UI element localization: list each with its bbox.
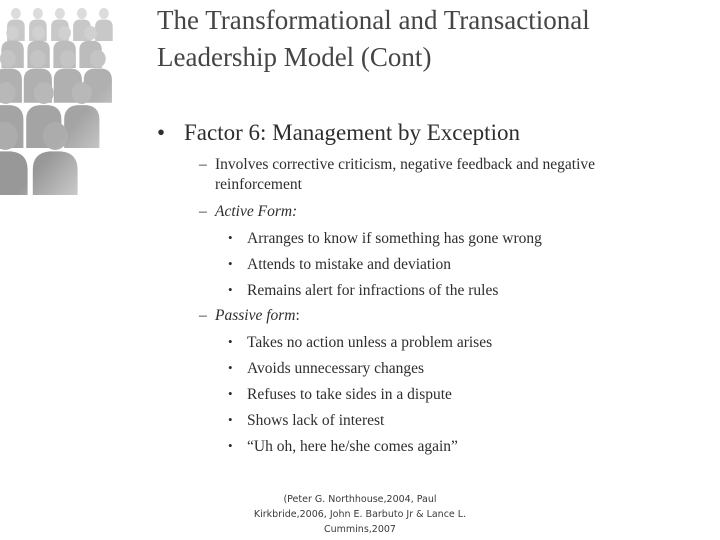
citation-line-3: Cummins,2007 [324,524,396,535]
citation-line-1: (Peter G. Northhouse,2004, Paul [283,494,437,505]
passive-form-colon: : [295,307,300,324]
active-item-text: Remains alert for infractions of the rules [247,282,499,299]
slide-title [157,2,712,76]
passive-list-item [228,384,452,405]
active-list-item [228,280,498,301]
sub-bullet-icon: • [228,438,233,453]
active-item-text: Attends to mistake and deviation [247,256,452,273]
dash-icon: – [199,307,207,324]
factor-bullet-item [157,118,520,148]
active-item-text: Arranges to know if something has gone wrong [247,230,542,247]
passive-form-label: Passive form [215,307,296,324]
passive-item-text: Refuses to take sides in a dispute [247,386,452,403]
sub-bullet-icon: • [228,360,233,375]
sub-bullet-icon: • [228,334,233,349]
sub-bullet-icon: • [228,282,233,297]
corrective-item [199,155,679,195]
dash-icon: – [199,156,207,173]
dash-icon: – [199,203,207,220]
title-line-1: The Transformational and Transactional [157,5,590,35]
sub-bullet-icon: • [228,412,233,427]
passive-list-item [228,332,492,353]
passive-item-text: Avoids unnecessary changes [247,360,425,377]
corrective-text: Involves corrective criticism, negative feedback and negative reinforcement [215,156,596,193]
factor-heading: Factor 6: Management by Exception [184,120,520,145]
crowd-of-people-image [0,0,160,195]
passive-list-item [228,410,384,431]
active-list-item [228,228,542,249]
passive-list-item [228,358,424,379]
bullet-icon: • [157,120,166,145]
passive-item-text: “Uh oh, here he/she comes again” [247,438,458,455]
passive-item-text: Shows lack of interest [247,412,385,429]
passive-form-item [199,306,679,326]
citation-line-2: Kirkbride,2006, John E. Barbuto Jr & Lance L. [253,509,467,520]
sub-bullet-icon: • [228,386,233,401]
sub-bullet-icon: • [228,230,233,245]
passive-item-text: Takes no action unless a problem arises [247,334,493,351]
active-list-item [228,254,451,275]
sub-bullet-icon: • [228,256,233,271]
citation [240,492,480,537]
active-form-label: Active Form: [215,203,298,220]
title-line-2: Leadership Model (Cont) [157,42,432,72]
passive-list-item [228,436,458,457]
active-form-item [199,202,679,222]
